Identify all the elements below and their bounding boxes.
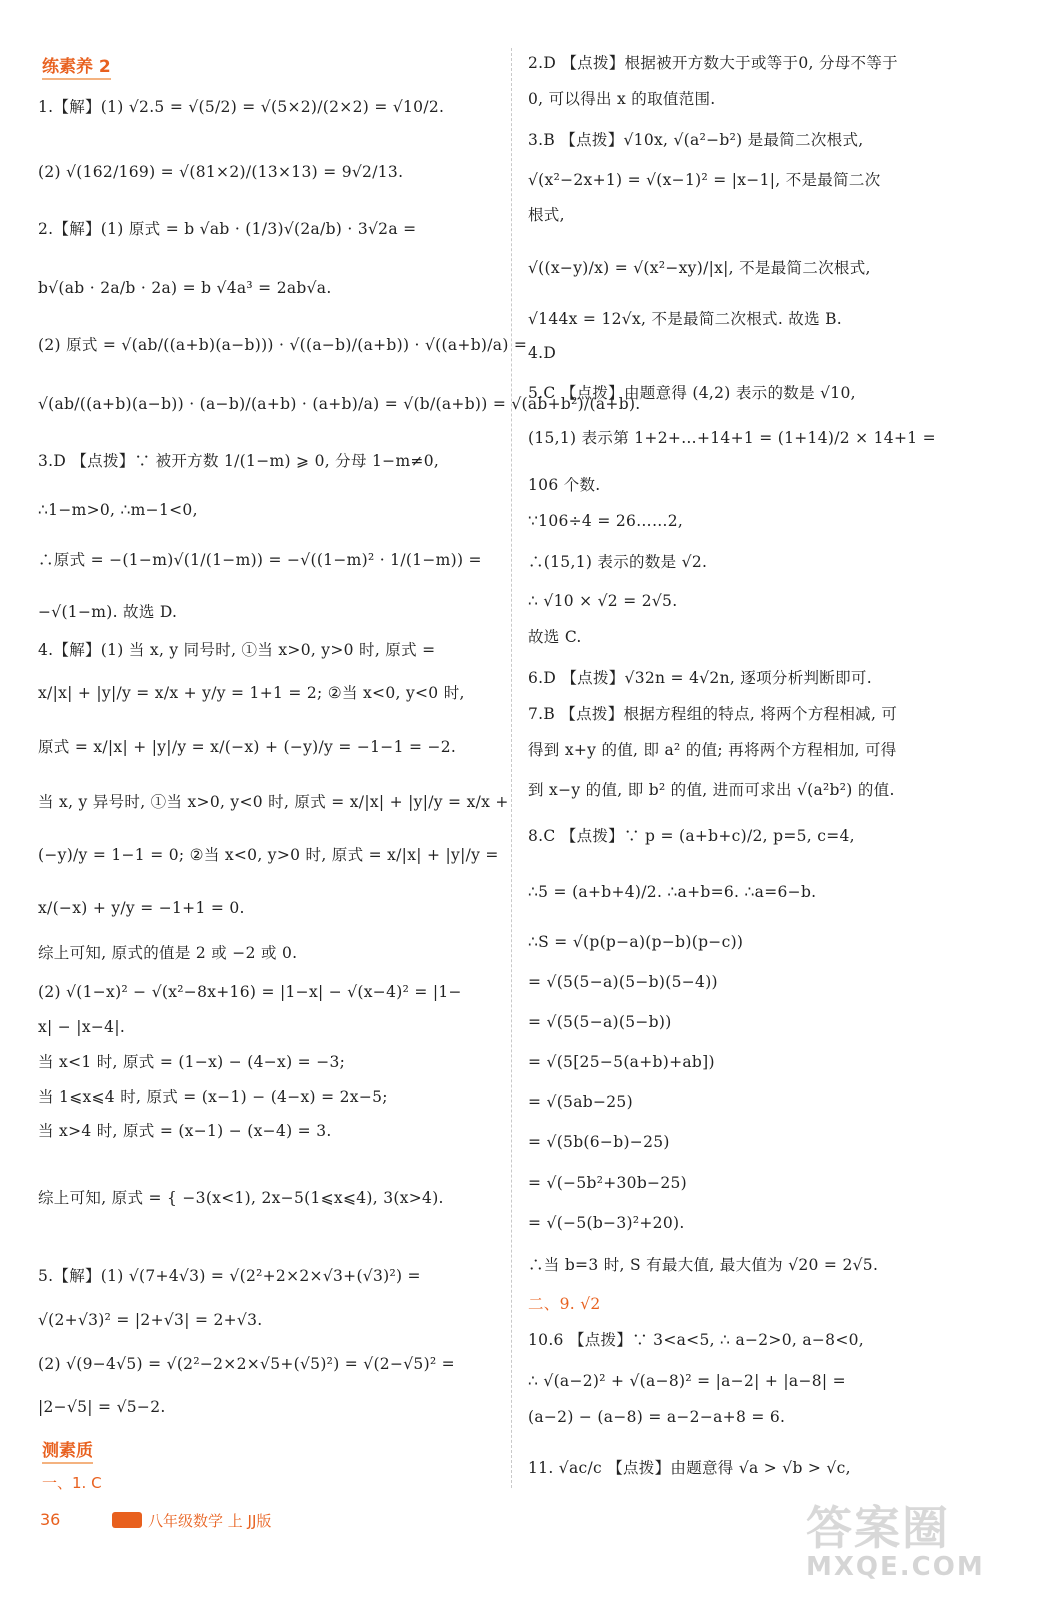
section-heading-practice: 练素养 2: [42, 52, 111, 80]
answer-line: 6.D 【点拨】√32n = 4√2n, 逐项分析判断即可.: [528, 669, 872, 687]
book-title: [112, 1510, 271, 1531]
answer-line: 1.【解】(1) √2.5 = √(5/2) = √(5×2)/(2×2) = √10/2.: [38, 98, 445, 116]
answer-line: (2) √(162/169) = √(81×2)/(13×13) = 9√2/13.: [38, 163, 404, 181]
answer-line: |2−√5| = √5−2.: [38, 1398, 166, 1416]
brand-logo: [112, 1512, 142, 1528]
answer-line: 综上可知, 原式的值是 2 或 −2 或 0.: [38, 944, 298, 962]
answer-line: 3.D 【点拨】∵ 被开方数 1/(1−m) ⩾ 0, 分母 1−m≠0,: [38, 452, 440, 470]
watermark-top: 答案圈: [806, 1501, 950, 1555]
answer-line: ∴当 b=3 时, S 有最大值, 最大值为 √20 = 2√5.: [528, 1256, 879, 1274]
answer-line: 根式,: [528, 206, 565, 224]
page-number: 36: [40, 1510, 61, 1529]
answer-line: 故选 C.: [528, 628, 582, 646]
answer-line: ∴S = √(p(p−a)(p−b)(p−c)): [528, 933, 744, 951]
answer-line: √(2+√3)² = |2+√3| = 2+√3.: [38, 1311, 263, 1329]
section-heading-test: 测素质: [42, 1436, 93, 1464]
book-title-text: 八年级数学 上 JJ版: [148, 1512, 272, 1530]
answer-line: 当 x, y 异号时, ①当 x>0, y<0 时, 原式 = x/|x| + |y|/y = x/x +: [38, 793, 509, 811]
answer-line: ∴ √10 × √2 = 2√5.: [528, 592, 678, 610]
answer-line: 得到 x+y 的值, 即 a² 的值; 再将两个方程相加, 可得: [528, 741, 897, 759]
answer-line: 0, 可以得出 x 的取值范围.: [528, 90, 716, 108]
answer-line: ∴ √(a−2)² + √(a−8)² = |a−2| + |a−8| =: [528, 1372, 846, 1390]
answer-line: 4.D: [528, 344, 557, 362]
answer-line: 5.C 【点拨】由题意得 (4,2) 表示的数是 √10,: [528, 384, 856, 402]
answer-line: (15,1) 表示第 1+2+…+14+1 = (1+14)/2 × 14+1 =: [528, 429, 936, 447]
answer-line: x| − |x−4|.: [38, 1018, 126, 1036]
answer-line: (2) √(9−4√5) = √(2²−2×2×√5+(√5)²) = √(2−√5)² =: [38, 1355, 455, 1373]
answer-line: 2.D 【点拨】根据被开方数大于或等于0, 分母不等于: [528, 54, 898, 72]
answer-line: x/|x| + |y|/y = x/x + y/y = 1+1 = 2; ②当 x<0, y<0 时,: [38, 684, 465, 702]
answer-line: √(x²−2x+1) = √(x−1)² = |x−1|, 不是最简二次: [528, 171, 881, 189]
answer-line: √144x = 12√x, 不是最简二次根式. 故选 B.: [528, 310, 843, 328]
watermark-bottom: MXQE.COM: [806, 1552, 985, 1582]
answer-line: = √(5(5−a)(5−b)(5−4)): [528, 973, 718, 991]
watermark: [806, 1492, 1026, 1592]
answer-line: (2) 原式 = √(ab/((a+b)(a−b))) · √((a−b)/(a+b)) · √((a+b)/a) =: [38, 336, 528, 354]
answer-line: 106 个数.: [528, 476, 601, 494]
answer-line: (a−2) − (a−8) = a−2−a+8 = 6.: [528, 1408, 786, 1426]
answer-line: 11. √ac/c 【点拨】由题意得 √a > √b > √c,: [528, 1459, 851, 1477]
answer-line: ∴1−m>0, ∴m−1<0,: [38, 501, 198, 519]
answer-line: = √(−5(b−3)²+20).: [528, 1214, 685, 1232]
answer-line: ∴原式 = −(1−m)√(1/(1−m)) = −√((1−m)² · 1/(1−m)) =: [38, 551, 482, 569]
answer-line: (−y)/y = 1−1 = 0; ②当 x<0, y>0 时, 原式 = x/|x| + |y|/y =: [38, 846, 499, 864]
answer-line: 10.6 【点拨】∵ 3<a<5, ∴ a−2>0, a−8<0,: [528, 1331, 865, 1349]
answer-line: = √(5(5−a)(5−b)): [528, 1013, 672, 1031]
answer-line: ∵106÷4 = 26……2,: [528, 512, 684, 530]
answer-line: 当 x>4 时, 原式 = (x−1) − (x−4) = 3.: [38, 1122, 332, 1140]
answer-line: ∴(15,1) 表示的数是 √2.: [528, 553, 708, 571]
answer-line: 4.【解】(1) 当 x, y 同号时, ①当 x>0, y>0 时, 原式 =: [38, 641, 436, 659]
answer-line: 7.B 【点拨】根据方程组的特点, 将两个方程相减, 可: [528, 705, 898, 723]
answer-line: = √(5b(6−b)−25): [528, 1133, 670, 1151]
answer-line: √((x−y)/x) = √(x²−xy)/|x|, 不是最简二次根式,: [528, 259, 871, 277]
answer-line: 2.【解】(1) 原式 = b √ab · (1/3)√(2a/b) · 3√2a =: [38, 220, 417, 238]
answer-line: 到 x−y 的值, 即 b² 的值, 进而可求出 √(a²b²) 的值.: [528, 781, 895, 799]
answer-line: = √(5ab−25): [528, 1093, 633, 1111]
answer-line: 8.C 【点拨】∵ p = (a+b+c)/2, p=5, c=4,: [528, 827, 855, 845]
answer-line: √(ab/((a+b)(a−b)) · (a−b)/(a+b) · (a+b)/a) = √(b/(a+b)) = √(ab+b²)/(a+b).: [38, 395, 641, 413]
answer-line: 3.B 【点拨】√10x, √(a²−b²) 是最简二次根式,: [528, 131, 864, 149]
section-one-label: 一、1. C: [42, 1474, 102, 1492]
answer-line: (2) √(1−x)² − √(x²−8x+16) = |1−x| − √(x−4)² = |1−: [38, 983, 462, 1001]
answer-line: 5.【解】(1) √(7+4√3) = √(2²+2×2×√3+(√3)²) =: [38, 1267, 421, 1285]
answer-line: −√(1−m). 故选 D.: [38, 603, 178, 621]
answer-line: x/(−x) + y/y = −1+1 = 0.: [38, 899, 245, 917]
answer-line: 当 1⩽x⩽4 时, 原式 = (x−1) − (4−x) = 2x−5;: [38, 1088, 388, 1106]
answer-line: ∴5 = (a+b+4)/2. ∴a+b=6. ∴a=6−b.: [528, 883, 817, 901]
answer-line: = √(5[25−5(a+b)+ab]): [528, 1053, 715, 1071]
answer-line: 当 x<1 时, 原式 = (1−x) − (4−x) = −3;: [38, 1053, 346, 1071]
answer-line: 原式 = x/|x| + |y|/y = x/(−x) + (−y)/y = −1−1 = −2.: [38, 738, 457, 756]
answer-line: 综上可知, 原式 = { −3(x<1), 2x−5(1⩽x⩽4), 3(x>4).: [38, 1189, 444, 1207]
answer-line: = √(−5b²+30b−25): [528, 1174, 688, 1192]
column-divider: [511, 48, 512, 1488]
answer-line: b√(ab · 2a/b · 2a) = b √4a³ = 2ab√a.: [38, 279, 332, 297]
section-two-label: 二、9. √2: [528, 1295, 601, 1313]
